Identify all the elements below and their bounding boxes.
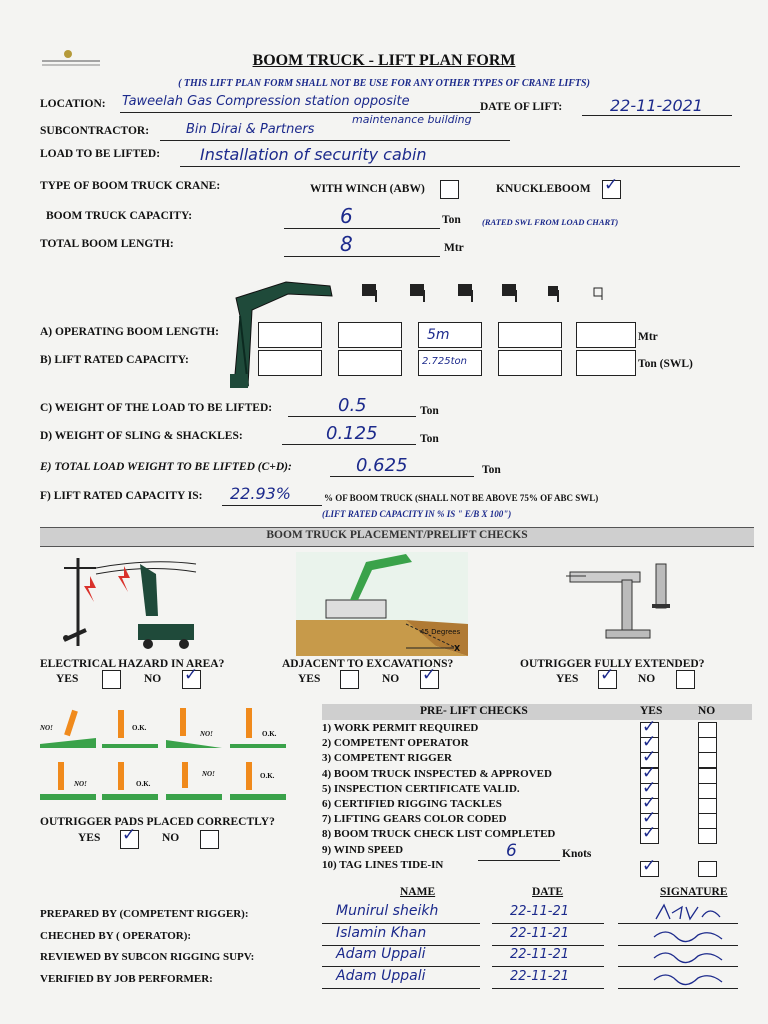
pad-placement-illustrations xyxy=(40,700,290,804)
date-label: DATE OF LIFT: xyxy=(480,101,563,113)
prelift-no-checkbox[interactable] xyxy=(698,737,717,753)
wind-value[interactable]: 6 xyxy=(506,841,517,861)
form-title: BOOM TRUCK - LIFT PLAN FORM xyxy=(252,52,516,69)
signoff-date[interactable]: 22-11-21 xyxy=(510,925,570,941)
op-length-box-2[interactable] xyxy=(338,322,402,348)
subcontractor-line xyxy=(160,140,510,141)
weight-load-unit: Ton xyxy=(420,405,439,417)
location-label: LOCATION: xyxy=(40,98,106,110)
placement-band-title: BOOM TRUCK PLACEMENT/PRELIFT CHECKS xyxy=(266,529,528,541)
boom-length-line xyxy=(284,256,440,257)
check-mark-icon: ✓ xyxy=(600,665,615,685)
weight-sling-value[interactable]: 0.125 xyxy=(326,423,378,444)
rated-cap-label: B) LIFT RATED CAPACITY: xyxy=(40,354,189,366)
check-mark-icon: ✓ xyxy=(642,823,657,844)
signoff-name[interactable]: Munirul sheikh xyxy=(336,903,439,919)
check-mark-icon: ✓ xyxy=(642,747,657,768)
prelift-no-checkbox[interactable] xyxy=(698,768,717,784)
total-load-label: E) TOTAL LOAD WEIGHT TO BE LIFTED (C+D): xyxy=(40,461,292,473)
signoff-row-label: PREPARED BY (COMPETENT RIGGER): xyxy=(40,908,249,920)
date-header: DATE xyxy=(532,886,564,898)
check-mark-icon: ✓ xyxy=(642,793,657,813)
load-value[interactable]: Installation of security cabin xyxy=(200,145,427,164)
electrical-hazard-label: ELECTRICAL HAZARD IN AREA? xyxy=(40,658,225,670)
excavation-illustration xyxy=(296,552,468,656)
prelift-band xyxy=(322,704,752,720)
check-mark-icon: ✓ xyxy=(422,665,437,685)
check-mark-icon: ✓ xyxy=(642,762,657,783)
capacity-unit: Ton xyxy=(442,214,461,226)
pad-label-ok-4: O.K. xyxy=(260,772,275,780)
capacity-note: (RATED SWL FROM LOAD CHART) xyxy=(482,217,619,227)
rated-cap-box-1[interactable] xyxy=(258,350,322,376)
boom-length-unit: Mtr xyxy=(444,242,464,254)
prelift-title: PRE- LIFT CHECKS xyxy=(420,705,528,717)
check-mark-icon: ✓ xyxy=(122,825,137,845)
pad-label-noi-4: NO! xyxy=(202,770,215,778)
weight-load-value[interactable]: 0.5 xyxy=(338,395,367,416)
check-mark-icon: ✓ xyxy=(642,717,657,737)
electrical-no-checkbox[interactable] xyxy=(182,665,201,689)
pads-yes-checkbox[interactable] xyxy=(120,825,139,849)
op-length-value: 5m xyxy=(427,327,450,343)
op-length-unit: Mtr xyxy=(638,331,658,343)
lrc-formula: (LIFT RATED CAPACITY IN % IS " E/B X 100") xyxy=(322,509,512,519)
form-subtitle: ( THIS LIFT PLAN FORM SHALL NOT BE USE FOR ANY OTHER TYPES OF CRANE LIFTS) xyxy=(178,78,590,89)
rated-cap-box-4[interactable] xyxy=(498,350,562,376)
signoff-name-line[interactable] xyxy=(322,988,480,989)
prelift-yes-checkbox[interactable] xyxy=(640,855,659,877)
pads-no-label: NO xyxy=(162,832,180,844)
signoff-signature-line[interactable] xyxy=(618,988,738,989)
op-length-box-3[interactable] xyxy=(418,322,482,348)
op-length-box-4[interactable] xyxy=(498,322,562,348)
prelift-item-label: 2) COMPETENT OPERATOR xyxy=(322,737,469,750)
rated-cap-box-3[interactable] xyxy=(418,350,482,376)
prelift-item-label: 4) BOOM TRUCK INSPECTED & APPROVED xyxy=(322,767,552,780)
rated-cap-unit: Ton (SWL) xyxy=(638,358,693,370)
prelift-item-label: 1) WORK PERMIT REQUIRED xyxy=(322,722,479,734)
weight-load-label: C) WEIGHT OF THE LOAD TO BE LIFTED: xyxy=(40,402,273,414)
op-length-box-1[interactable] xyxy=(258,322,322,348)
prelift-no-checkbox[interactable] xyxy=(698,813,717,829)
signature-scribble xyxy=(650,968,730,988)
excavation-no-checkbox[interactable] xyxy=(420,665,439,689)
outrigger-yes-label: YES xyxy=(556,673,579,685)
lrc-value[interactable]: 22.93% xyxy=(230,484,292,503)
prelift-item-label: 10) TAG LINES TIDE-IN xyxy=(322,858,444,871)
prelift-no-checkbox[interactable] xyxy=(698,828,717,844)
electrical-no-label: NO xyxy=(144,673,162,685)
subcontractor-label: SUBCONTRACTOR: xyxy=(40,125,150,137)
check-mark-icon: ✓ xyxy=(642,777,657,798)
check-mark-icon: ✓ xyxy=(642,808,657,829)
electrical-yes-checkbox[interactable] xyxy=(102,670,121,689)
signoff-date[interactable]: 22-11-21 xyxy=(510,968,570,984)
weight-sling-unit: Ton xyxy=(420,433,439,445)
date-line xyxy=(582,115,732,116)
signoff-name[interactable]: Adam Uppali xyxy=(336,967,426,984)
total-load-line xyxy=(330,476,474,477)
signature-scribble xyxy=(650,946,730,966)
capacity-line xyxy=(284,228,440,229)
degrees-label: 45 Degrees xyxy=(420,628,461,636)
weight-sling-label: D) WEIGHT OF SLING & SHACKLES: xyxy=(40,430,243,442)
outrigger-no-checkbox[interactable] xyxy=(676,670,695,689)
pad-label-ok-1: O.K. xyxy=(132,724,147,732)
outrigger-extended-label: OUTRIGGER FULLY EXTENDED? xyxy=(520,658,705,670)
lrc-note: % OF BOOM TRUCK (SHALL NOT BE ABOVE 75% OF ABC SWL) xyxy=(324,493,599,503)
boom-length-value[interactable]: 8 xyxy=(340,232,353,256)
knuckleboom-checkbox[interactable] xyxy=(602,175,621,199)
signoff-row-label: VERIFIED BY JOB PERFORMER: xyxy=(40,972,213,985)
winch-checkbox[interactable] xyxy=(440,180,459,199)
pad-label-ok-2: O.K. xyxy=(262,730,277,738)
prelift-no-checkbox[interactable] xyxy=(698,752,717,768)
signoff-date-line[interactable] xyxy=(492,966,604,967)
knuckleboom-label: KNUCKLEBOOM xyxy=(496,183,591,195)
signature-header: SIGNATURE xyxy=(660,886,728,898)
check-mark-icon: ✓ xyxy=(642,732,657,753)
boom-stage-icons xyxy=(356,282,616,306)
electrical-hazard-illustration xyxy=(60,554,200,654)
rated-cap-box-2[interactable] xyxy=(338,350,402,376)
prelift-no-checkbox[interactable] xyxy=(698,861,717,877)
signoff-name[interactable]: Adam Uppali xyxy=(336,946,426,962)
prelift-no-checkbox[interactable] xyxy=(698,783,717,799)
total-load-value[interactable]: 0.625 xyxy=(356,455,408,476)
signoff-name[interactable]: Islamin Khan xyxy=(336,924,427,941)
prelift-yes-header: YES xyxy=(640,705,663,717)
prelift-no-header: NO xyxy=(698,705,716,717)
signoff-row-label: CHECHED BY ( OPERATOR): xyxy=(40,929,192,942)
excavation-yes-label: YES xyxy=(298,673,321,685)
pad-label-noi-3: NO! xyxy=(74,780,87,788)
excavation-no-label: NO xyxy=(382,673,400,685)
pads-no-checkbox[interactable] xyxy=(200,830,219,849)
prelift-no-checkbox[interactable] xyxy=(698,798,717,814)
signoff-date-line[interactable] xyxy=(492,988,604,989)
prelift-yes-checkbox[interactable] xyxy=(640,823,659,844)
location-value[interactable]: Taweelah Gas Compression station opposite xyxy=(122,94,410,109)
excavation-label: ADJACENT TO EXCAVATIONS? xyxy=(282,658,454,670)
prelift-no-checkbox[interactable] xyxy=(698,722,717,738)
check-mark-icon: ✓ xyxy=(642,855,657,876)
load-label: LOAD TO BE LIFTED: xyxy=(40,148,161,160)
signoff-date[interactable]: 22-11-21 xyxy=(510,904,570,919)
weight-sling-line xyxy=(282,444,416,445)
signoff-date-line[interactable] xyxy=(492,945,604,946)
x-label: X xyxy=(454,644,461,653)
wind-unit: Knots xyxy=(562,848,592,860)
capacity-label: BOOM TRUCK CAPACITY: xyxy=(46,210,193,222)
prelift-item-label: 7) LIFTING GEARS COLOR CODED xyxy=(322,813,507,826)
outrigger-no-label: NO xyxy=(638,673,656,685)
electrical-yes-label: YES xyxy=(56,673,79,685)
load-line xyxy=(180,166,740,167)
op-length-box-5[interactable] xyxy=(576,322,636,348)
rated-cap-box-5[interactable] xyxy=(576,350,636,376)
signoff-date[interactable]: 22-11-21 xyxy=(510,947,570,962)
prelift-item-label: 6) CERTIFIED RIGGING TACKLES xyxy=(322,798,502,810)
wind-line xyxy=(478,860,560,861)
location-value-2[interactable]: maintenance building xyxy=(352,113,472,126)
signoff-row-label: REVIEWED BY SUBCON RIGGING SUPV: xyxy=(40,951,255,963)
check-mark-icon: ✓ xyxy=(184,665,199,685)
op-length-label: A) OPERATING BOOM LENGTH: xyxy=(40,326,220,338)
signoff-date-line[interactable] xyxy=(492,923,604,924)
signature-scribble xyxy=(650,903,730,923)
total-load-unit: Ton xyxy=(482,464,501,476)
winch-label: WITH WINCH (ABW) xyxy=(310,183,425,195)
date-value[interactable]: 22-11-2021 xyxy=(610,96,703,115)
rated-cap-value: 2.725ton xyxy=(422,356,468,367)
name-header: NAME xyxy=(400,886,436,898)
pad-label-noi-2: NO! xyxy=(200,730,213,738)
pad-label-noi-1: NO! xyxy=(40,724,53,732)
prelift-item-label: 3) COMPETENT RIGGER xyxy=(322,752,452,765)
signature-scribble xyxy=(650,925,730,945)
boom-length-label: TOTAL BOOM LENGTH: xyxy=(40,238,174,250)
pads-label: OUTRIGGER PADS PLACED CORRECTLY? xyxy=(40,816,275,828)
prelift-item-label: 5) INSPECTION CERTIFICATE VALID. xyxy=(322,782,520,795)
subcontractor-value[interactable]: Bin Dirai & Partners xyxy=(186,122,315,137)
pads-yes-label: YES xyxy=(78,832,101,844)
capacity-value[interactable]: 6 xyxy=(340,204,353,228)
outrigger-illustration xyxy=(566,556,686,648)
lrc-line xyxy=(222,505,322,506)
outrigger-yes-checkbox[interactable] xyxy=(598,665,617,689)
weight-load-line xyxy=(288,416,416,417)
prelift-item-label: 8) BOOM TRUCK CHECK LIST COMPLETED xyxy=(322,828,556,841)
excavation-yes-checkbox[interactable] xyxy=(340,670,359,689)
prelift-item-label: 9) WIND SPEED xyxy=(322,843,404,856)
lrc-label: F) LIFT RATED CAPACITY IS: xyxy=(40,490,203,502)
check-mark-icon: ✓ xyxy=(604,175,619,195)
crane-type-label: TYPE OF BOOM TRUCK CRANE: xyxy=(40,180,221,192)
pad-label-ok-3: O.K. xyxy=(136,780,151,788)
